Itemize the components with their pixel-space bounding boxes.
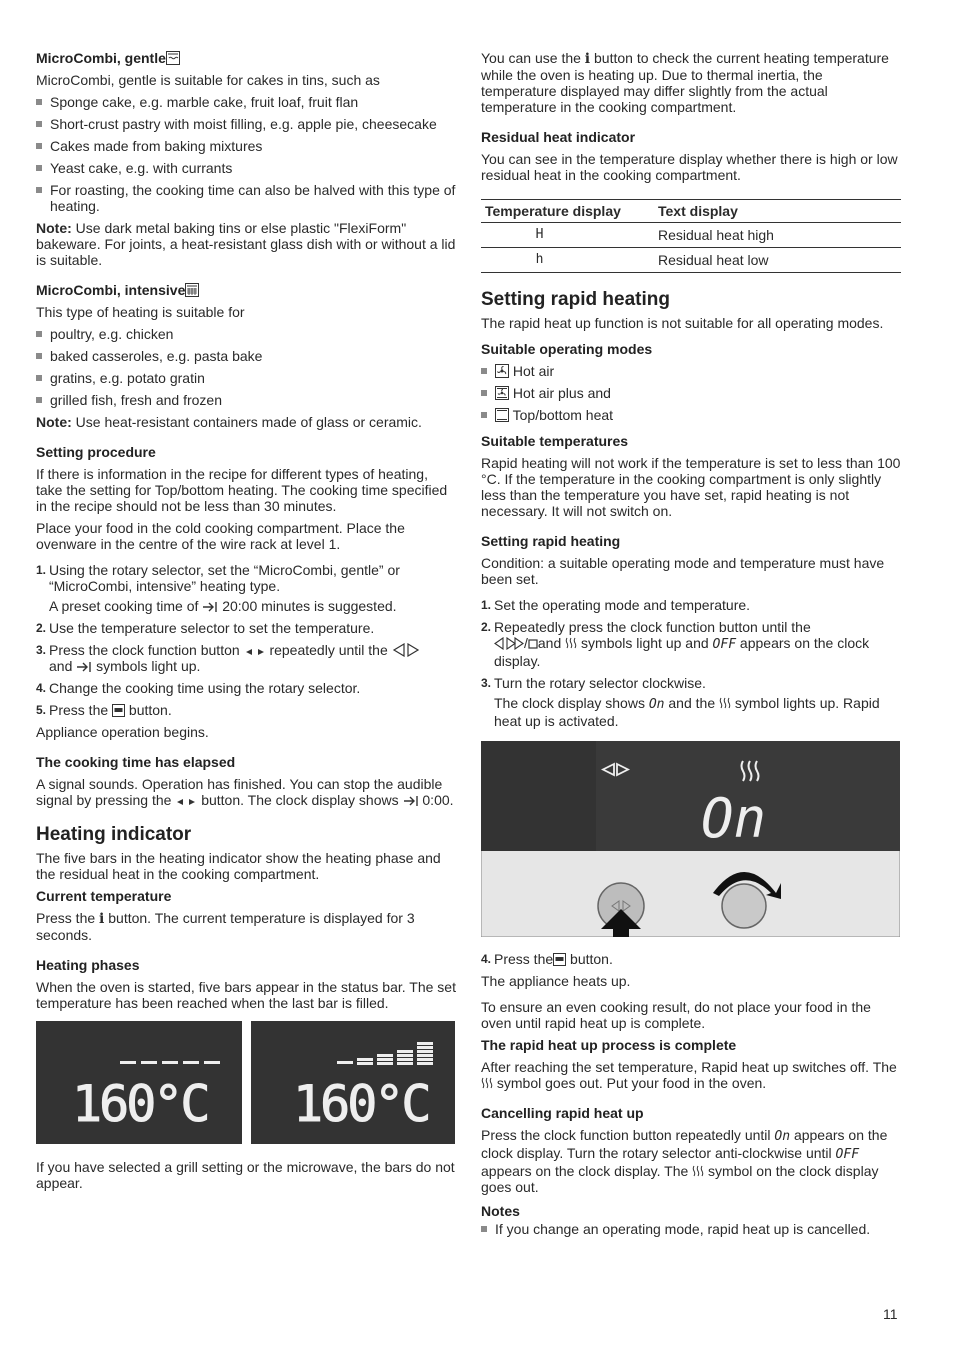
cancel-heading: Cancelling rapid heat up bbox=[481, 1105, 644, 1121]
step-item: 3. Turn the rotary selector clockwise. The clock display shows On and the symbol lights up. Rapid heat up is activated. bbox=[481, 675, 880, 729]
temps-text: Rapid heating will not work if the temperature is set to less than 100 °C. If the temperature in the cooking compartment is only slightly less than the temperature you have set, rapid heating is not necessary. It will not switch on. bbox=[481, 455, 901, 519]
duration-symbol-icon bbox=[392, 643, 420, 657]
heating-bars-empty bbox=[120, 1061, 220, 1064]
list-item: grilled fish, fresh and frozen bbox=[36, 392, 456, 408]
rapid-heat-icon bbox=[565, 637, 577, 650]
condition-text: Condition: a suitable operating mode and temperature must have been set. bbox=[481, 555, 885, 587]
elapsed-text: A signal sounds. Operation has finished. You can stop the audible signal by pressing the button. The clock display shows 0:00. bbox=[36, 776, 454, 808]
gentle-note: Note: Use dark metal baking tins or else plastic "FlexiForm" bakeware. For joints, a heat-resistant glass dish with or without a lid is suitable. bbox=[36, 220, 456, 268]
cooking-time-icon bbox=[202, 601, 218, 613]
right-column bbox=[481, 50, 901, 1243]
top-bottom-heat-icon bbox=[495, 408, 509, 422]
list-item: Cakes made from baking mixtures bbox=[36, 138, 456, 154]
complete-heading: The rapid heat up process is complete bbox=[481, 1037, 737, 1053]
heating-intro: The five bars in the heating indicator show the heating phase and the residual heat in the cooking compartment. bbox=[36, 850, 441, 882]
rapid-steps bbox=[481, 597, 901, 729]
procedure-p1: If there is information in the recipe for different types of heating, take the setting for Top/bottom heating. The cooking time specified in the recipe should not be less than 30 minutes. bbox=[36, 466, 448, 514]
list-item: Top/bottom heat bbox=[481, 407, 901, 423]
display-heating-full bbox=[251, 1021, 455, 1144]
current-temp-text: Press the i button. The current temperature is displayed for 3 seconds. bbox=[36, 910, 415, 943]
procedure-steps bbox=[36, 562, 456, 718]
heating-displays bbox=[36, 1021, 456, 1145]
microcombi-intensive-icon bbox=[185, 283, 199, 297]
residual-text: You can see in the temperature display whether there is high or low residual heat in the cooking compartment. bbox=[481, 151, 898, 183]
list-item: Short-crust pastry with moist filling, e.g. apple pie, cheesecake bbox=[36, 116, 456, 132]
cooking-time-icon bbox=[76, 661, 92, 673]
step-item: 1. Set the operating mode and temperature. bbox=[481, 597, 751, 613]
grill-note: If you have selected a grill setting or the microwave, the bars do not appear. bbox=[36, 1159, 455, 1191]
setting-rapid-heading: Setting rapid heating bbox=[481, 533, 621, 549]
list-item: Hot air bbox=[481, 363, 901, 379]
notes-heading: Notes bbox=[481, 1203, 520, 1219]
cancel-text: Press the clock function button repeatedly until On appears on the clock display. Turn the rotary selector anti-clockwise until OFF appears on the clock display. The symbol on the clock display goes out. bbox=[481, 1127, 888, 1195]
left-column bbox=[36, 50, 456, 1197]
heating-phases-text: When the oven is started, five bars appear in the status bar. The set temperature has been reached when the last bar is filled. bbox=[36, 979, 456, 1011]
clock-function-icon bbox=[175, 797, 197, 807]
step-item: 2. Repeatedly press the clock function button until the / and symbols light up and OFF appears on the clock display. bbox=[481, 619, 870, 669]
intensive-list bbox=[36, 326, 456, 408]
intensive-heading: MicroCombi, intensive bbox=[36, 282, 456, 298]
operation-begins: Appliance operation begins. bbox=[36, 724, 209, 740]
residual-table bbox=[481, 199, 901, 273]
list-item: For roasting, the cooking time can also be halved with this type of heating. bbox=[36, 182, 456, 214]
list-item: If you change an operating mode, rapid heat up is cancelled. bbox=[481, 1221, 901, 1237]
rapid-heat-icon bbox=[481, 1077, 493, 1090]
clock-function-icon bbox=[244, 647, 266, 657]
hot-air-icon bbox=[495, 364, 509, 378]
hot-air-plus-icon bbox=[495, 386, 509, 400]
residual-heading: Residual heat indicator bbox=[481, 129, 636, 145]
step-item: 3. Press the clock function button repeatedly until the and symbols light up. bbox=[36, 642, 456, 674]
rapid-steps-continued bbox=[481, 951, 901, 967]
rapid-heat-icon bbox=[692, 1165, 704, 1178]
step-item: 4. Change the cooking time using the rotary selector. bbox=[36, 680, 361, 696]
step-item: 5. Press the button. bbox=[36, 702, 172, 718]
display-heating-start bbox=[36, 1021, 242, 1144]
end-time-icon bbox=[403, 795, 419, 807]
microcombi-gentle-icon bbox=[166, 51, 180, 65]
check-temp-text: You can use the i button to check the current heating temperature while the oven is heating up. Due to thermal inertia, the temperature displayed may differ slightly from the actual temperature in the cooking compartment. bbox=[481, 50, 889, 115]
table-row: H Residual heat high bbox=[481, 223, 901, 248]
current-temp-heading: Current temperature bbox=[36, 888, 172, 904]
temperature-readout: 160°C bbox=[72, 1075, 208, 1133]
list-item: gratins, e.g. potato gratin bbox=[36, 370, 456, 386]
duration-symbol-icon bbox=[494, 637, 524, 650]
clock-display-readout: On bbox=[701, 787, 767, 850]
step-item: 4. Press the button. bbox=[481, 951, 613, 967]
notes-list bbox=[481, 1221, 901, 1237]
modes-heading: Suitable operating modes bbox=[481, 341, 653, 357]
ensure-text: To ensure an even cooking result, do not place your food in the oven until rapid heat up is complete. bbox=[481, 999, 871, 1031]
temperature-readout: 160°C bbox=[293, 1075, 429, 1133]
list-item: Hot air plus and bbox=[481, 385, 901, 401]
start-button-icon bbox=[112, 704, 125, 717]
heating-phases-heading: Heating phases bbox=[36, 957, 140, 973]
rotary-selector bbox=[722, 884, 766, 928]
elapsed-heading: The cooking time has elapsed bbox=[36, 754, 236, 770]
gentle-heading: MicroCombi, gentle bbox=[36, 50, 456, 66]
rapid-box-icon bbox=[528, 638, 538, 650]
step-item: 2. Use the temperature selector to set the temperature. bbox=[36, 620, 375, 636]
modes-list bbox=[481, 363, 901, 423]
temps-heading: Suitable temperatures bbox=[481, 433, 629, 449]
intensive-intro: This type of heating is suitable for bbox=[36, 304, 245, 320]
start-button-icon bbox=[553, 953, 566, 966]
heating-indicator-title: Heating indicator bbox=[36, 824, 192, 845]
list-item: poultry, e.g. chicken bbox=[36, 326, 456, 342]
rapid-heat-icon bbox=[719, 697, 731, 710]
page-number: 11 bbox=[883, 1306, 898, 1322]
list-item: baked casseroles, e.g. pasta bake bbox=[36, 348, 456, 364]
rapid-intro: The rapid heat up function is not suitable for all operating modes. bbox=[481, 315, 884, 331]
procedure-p2: Place your food in the cold cooking compartment. Place the ovenware in the centre of the wire rack at level 1. bbox=[36, 520, 405, 552]
table-header-row: Temperature display Text display bbox=[481, 200, 901, 223]
rapid-heating-title: Setting rapid heating bbox=[481, 289, 670, 310]
step-item: 1. Using the rotary selector, set the “MicroCombi, gentle” or “MicroCombi, intensive” heating type. A preset cooking time of 20:00 minutes is suggested. bbox=[36, 562, 400, 614]
intensive-note: Note: Use heat-resistant containers made of glass or ceramic. bbox=[36, 414, 422, 430]
procedure-heading: Setting procedure bbox=[36, 444, 156, 460]
gentle-intro: MicroCombi, gentle is suitable for cakes in tins, such as bbox=[36, 72, 380, 88]
rapid-heat-panel-illustration bbox=[481, 741, 900, 937]
heats-up-text: The appliance heats up. bbox=[481, 973, 631, 989]
list-item: Yeast cake, e.g. with currants bbox=[36, 160, 456, 176]
gentle-list bbox=[36, 94, 456, 214]
table-row: h Residual heat low bbox=[481, 248, 901, 273]
complete-text: After reaching the set temperature, Rapid heat up switches off. The symbol goes out. Put your food in the oven. bbox=[481, 1059, 897, 1091]
list-item: Sponge cake, e.g. marble cake, fruit loaf, fruit flan bbox=[36, 94, 456, 110]
